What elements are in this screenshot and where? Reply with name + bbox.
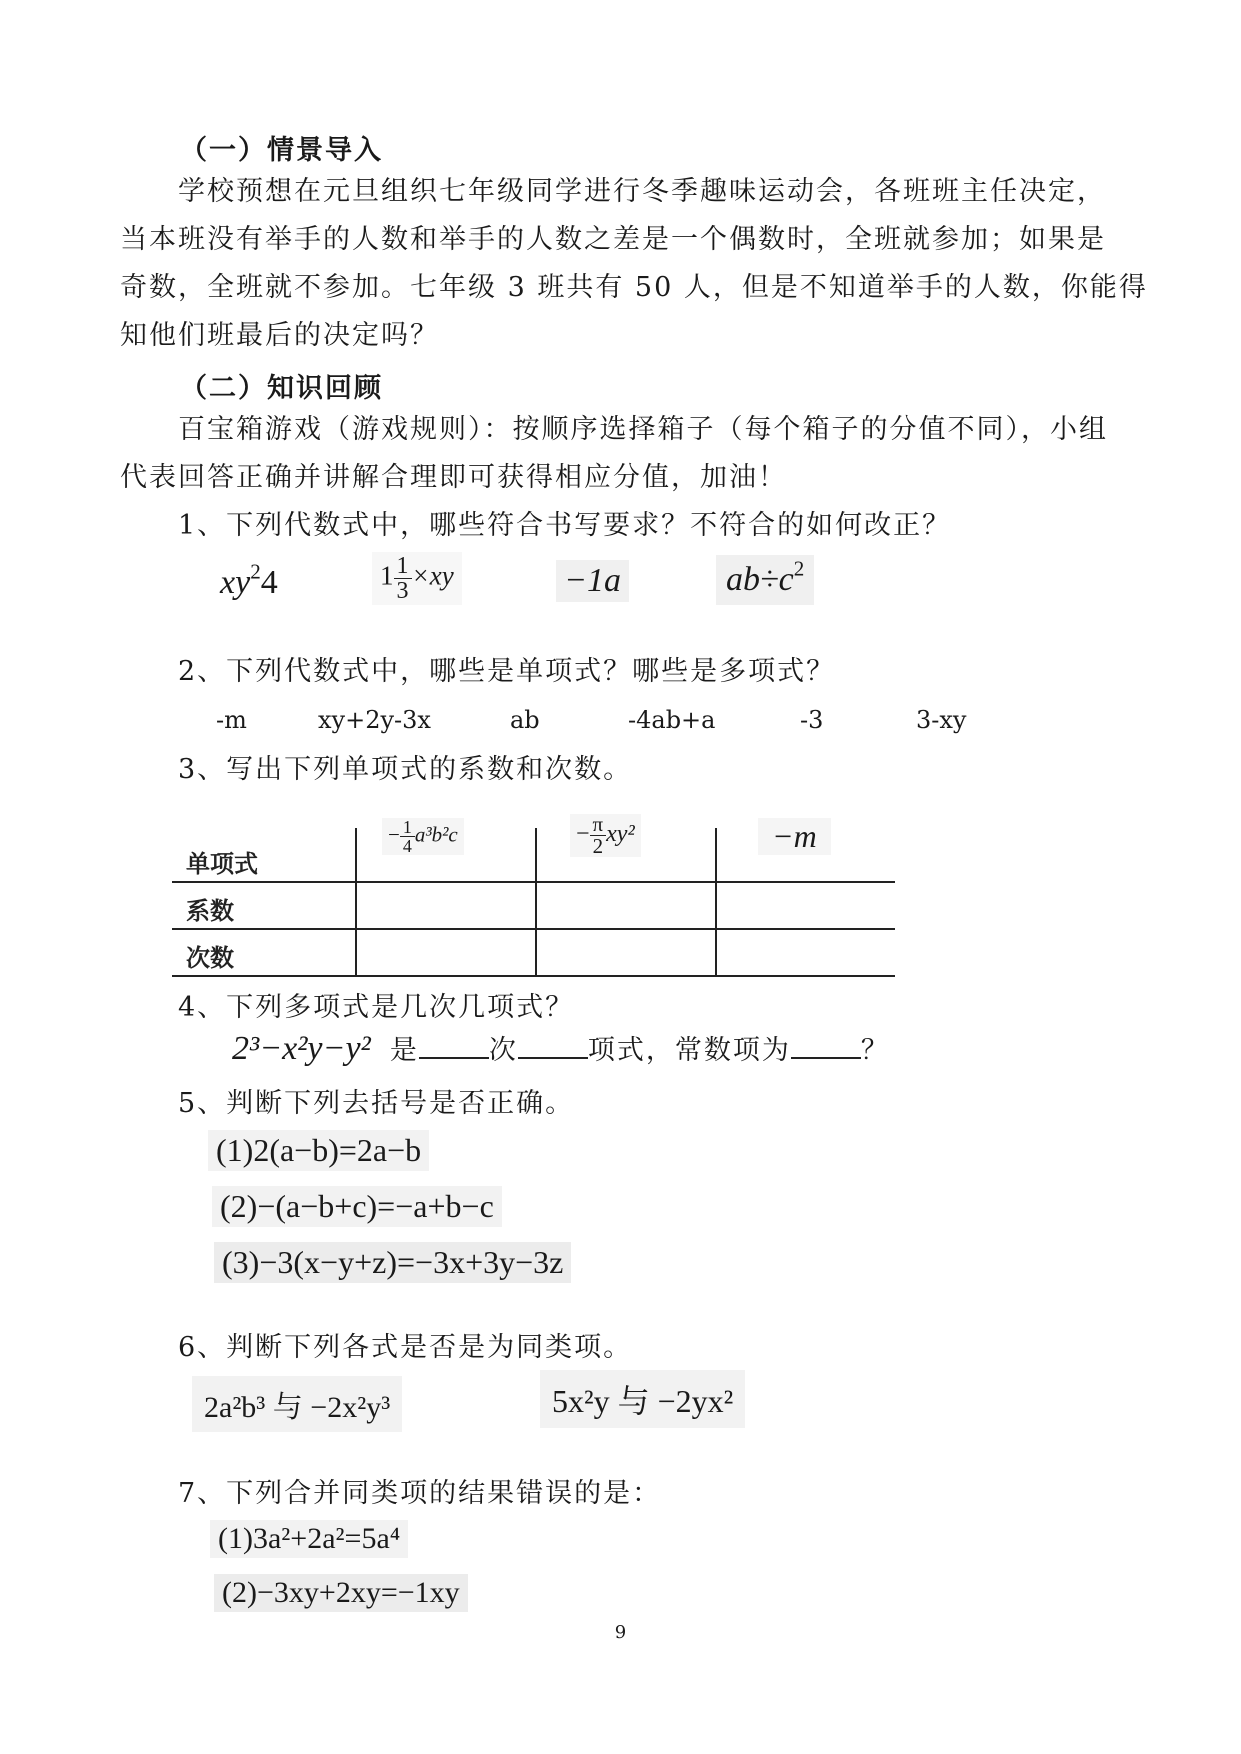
polynomial-question (232, 1030, 890, 1071)
polynomial-item: -3 (800, 706, 824, 734)
question-5: 5、判断下列去括号是否正确。 (178, 1088, 575, 1119)
monomial-expression: −m (758, 818, 831, 855)
polynomial-item: ab (510, 706, 540, 734)
term-pair: 5x²y 与 −2yx² (540, 1370, 745, 1428)
answer-cell[interactable] (356, 882, 536, 929)
polynomial-item: -m (216, 706, 247, 734)
section-heading-review: （二）知识回顾 (180, 373, 383, 404)
answer-cell[interactable] (716, 929, 895, 976)
equation: (2)−(a−b+c)=−a+b−c (212, 1186, 502, 1227)
polynomial-item: -4ab+a (628, 706, 716, 734)
row-label-degree: 次数 (172, 929, 356, 976)
question-4: 4、下列多项式是几次几项式？ (178, 992, 575, 1023)
polynomial-item: xy+2y-3x (318, 706, 431, 734)
paragraph-line: 知他们班最后的决定吗？ (120, 320, 439, 351)
row-label-coefficient: 系数 (172, 882, 356, 929)
expression: 1 $\frac{1}{3}$ ×xy (372, 552, 462, 605)
equation: (1)3a²+2a²=5a⁴ (210, 1520, 408, 1558)
expression: −1a (556, 560, 629, 602)
polynomial-item: 3-xy (916, 706, 967, 734)
answer-cell[interactable] (716, 882, 895, 929)
answer-cell[interactable] (356, 929, 536, 976)
equation: (3)−3(x−y+z)=−3x+3y−3z (214, 1242, 571, 1283)
page-number: 9 (614, 1622, 627, 1643)
paragraph-line: 代表回答正确并讲解合理即可获得相应分值，加油！ (120, 462, 787, 493)
answer-blank[interactable] (419, 1031, 489, 1059)
answer-cell[interactable] (536, 882, 716, 929)
text: 是 (389, 1035, 419, 1066)
text: 项式，常数项为 (587, 1035, 791, 1066)
monomial-expression: − $\frac{1}{4}$ a³b²c (382, 818, 464, 855)
equation: (2)−3xy+2xy=−1xy (214, 1574, 468, 1612)
question-2: 2、下列代数式中，哪些是单项式？哪些是多项式？ (178, 656, 836, 687)
question-6: 6、判断下列各式是否是为同类项。 (178, 1332, 633, 1363)
text: ？ (860, 1035, 890, 1066)
section-heading-intro: （一）情景导入 (180, 135, 383, 166)
question-7: 7、下列合并同类项的结果错误的是： (178, 1478, 662, 1509)
paragraph-line: 当本班没有举手的人数和举手的人数之差是一个偶数时，全班就参加；如果是 (120, 224, 1106, 255)
expression: $ab\div c^2$ (716, 555, 814, 605)
equation: (1)2(a−b)=2a−b (208, 1130, 429, 1171)
paragraph-line: 奇数，全班就不参加。七年级 3 班共有 50 人，但是不知道举手的人数，你能得 (120, 272, 1148, 303)
monomial-expression: − $\frac{\pi}{2}$ xy² (570, 814, 641, 857)
question-1: 1、下列代数式中，哪些符合书写要求？不符合的如何改正？ (178, 510, 952, 541)
answer-cell[interactable] (536, 929, 716, 976)
paragraph-line: 百宝箱游戏（游戏规则）：按顺序选择箱子（每个箱子的分值不同），小组 (178, 414, 1108, 445)
expression: $xy^24$ (212, 562, 286, 604)
polynomial-expression: 2³−x²y−y² (232, 1030, 371, 1067)
answer-blank[interactable] (518, 1031, 588, 1059)
answer-blank[interactable] (791, 1031, 861, 1059)
row-label-monomial: 单项式 (172, 828, 356, 882)
term-pair: 2a²b³ 与 −2x²y³ (192, 1376, 402, 1432)
paragraph-line: 学校预想在元旦组织七年级同学进行冬季趣味运动会，各班班主任决定， (178, 176, 1106, 207)
text: 次 (488, 1035, 518, 1066)
question-3: 3、写出下列单项式的系数和次数。 (178, 754, 633, 785)
